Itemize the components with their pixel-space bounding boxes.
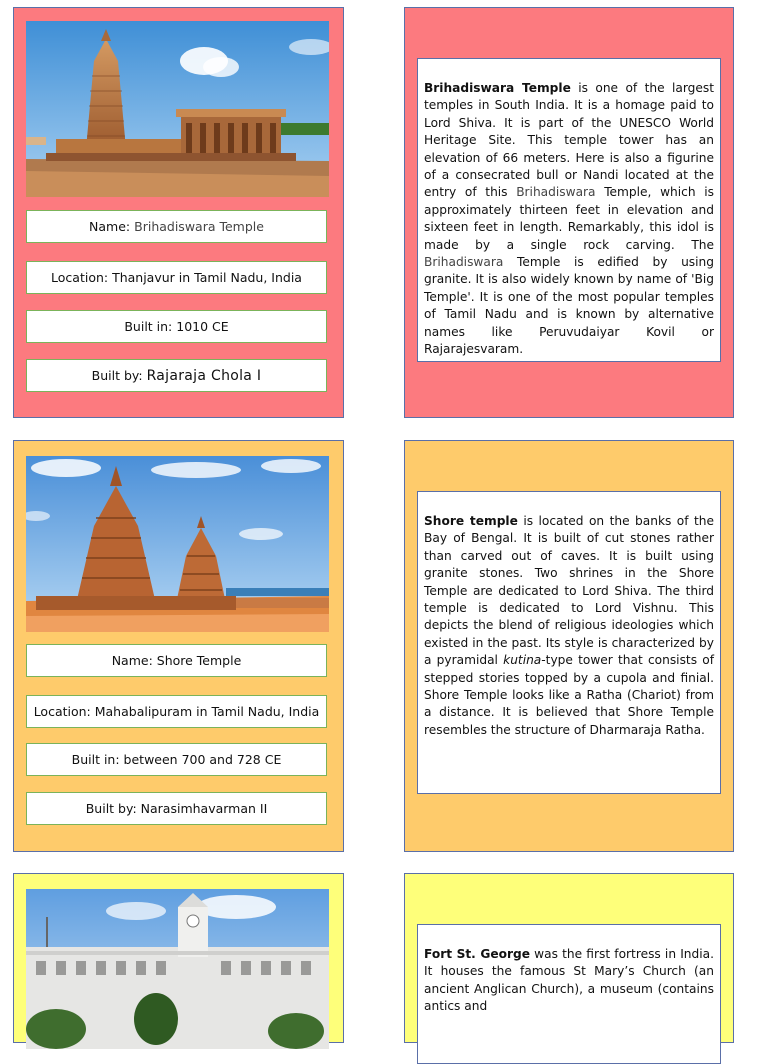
temple-built-in-field: Built in: 1010 CE: [26, 310, 327, 343]
temple-built-by-field: Built by: Narasimhavarman II: [26, 792, 327, 825]
temple-name-field: Name: Brihadiswara Temple: [26, 210, 327, 243]
temple-built-by-field: Built by: Rajaraja Chola I: [26, 359, 327, 392]
temple-description-text: Shore temple is located on the banks of the Bay of Bengal. It is built of cut stones rather than carved out of caves. It is built using granite stones. Two shrines in the Shore Temple are dedicated to Lord Shiva. The third temple is dedicated to Lord Vishnu. This depicts the blend of religious ideologies which existed in the past. Its style is characterized by a pyramidal kutina-type tower that consists of stepped stories topped by a cupola and finial. Shore Temple looks like a Ratha (Chariot) from a distance. It is believed that Shore Temple resembles the structure of Dharmaraja Ratha.: [417, 491, 721, 794]
temple-description-text: Brihadiswara Temple is one of the largest temples in South India. It is a homage paid to Lord Shiva. It is part of the UNESCO World Heritage Site. This temple tower has an elevation of 66 meters. Here is also a figurine of a consecrated bull or Nandi located at the entry of this Brihadiswara Temple, which is approximately thirteen feet in elevation and sixteen feet in length. Remarkably, this idol is made by a single rock carving. The Brihadiswara Temple is edified by using granite. It is also widely known by name of 'Big Temple'. It is one of the most popular temples of Tamil Nadu and is known by alternative names like Peruvudaiyar Kovil or Rajarajesvaram.: [417, 58, 721, 362]
temple-card-brihadiswara: [13, 7, 344, 418]
temple-location-field: Location: Thanjavur in Tamil Nadu, India: [26, 261, 327, 294]
temple-name-field: Name: Shore Temple: [26, 644, 327, 677]
temple-location-field: Location: Mahabalipuram in Tamil Nadu, India: [26, 695, 327, 728]
temple-built-in-field: Built in: between 700 and 728 CE: [26, 743, 327, 776]
fort-st-george-photo: [26, 889, 329, 1049]
temple-card-shore: [13, 440, 344, 852]
temple-description-text: Fort St. George was the first fortress in India. It houses the famous St Mary’s Church (an ancient Anglican Church), a museum (contains antics and: [417, 924, 721, 1064]
temple-description-card-fort-st-george: [404, 873, 734, 1043]
temple-description-card-brihadiswara: [404, 7, 734, 418]
temple-description-card-shore: [404, 440, 734, 852]
shore-temple-photo: [26, 456, 329, 632]
temple-card-fort-st-george: [13, 873, 344, 1043]
brihadiswara-temple-photo: [26, 21, 329, 197]
